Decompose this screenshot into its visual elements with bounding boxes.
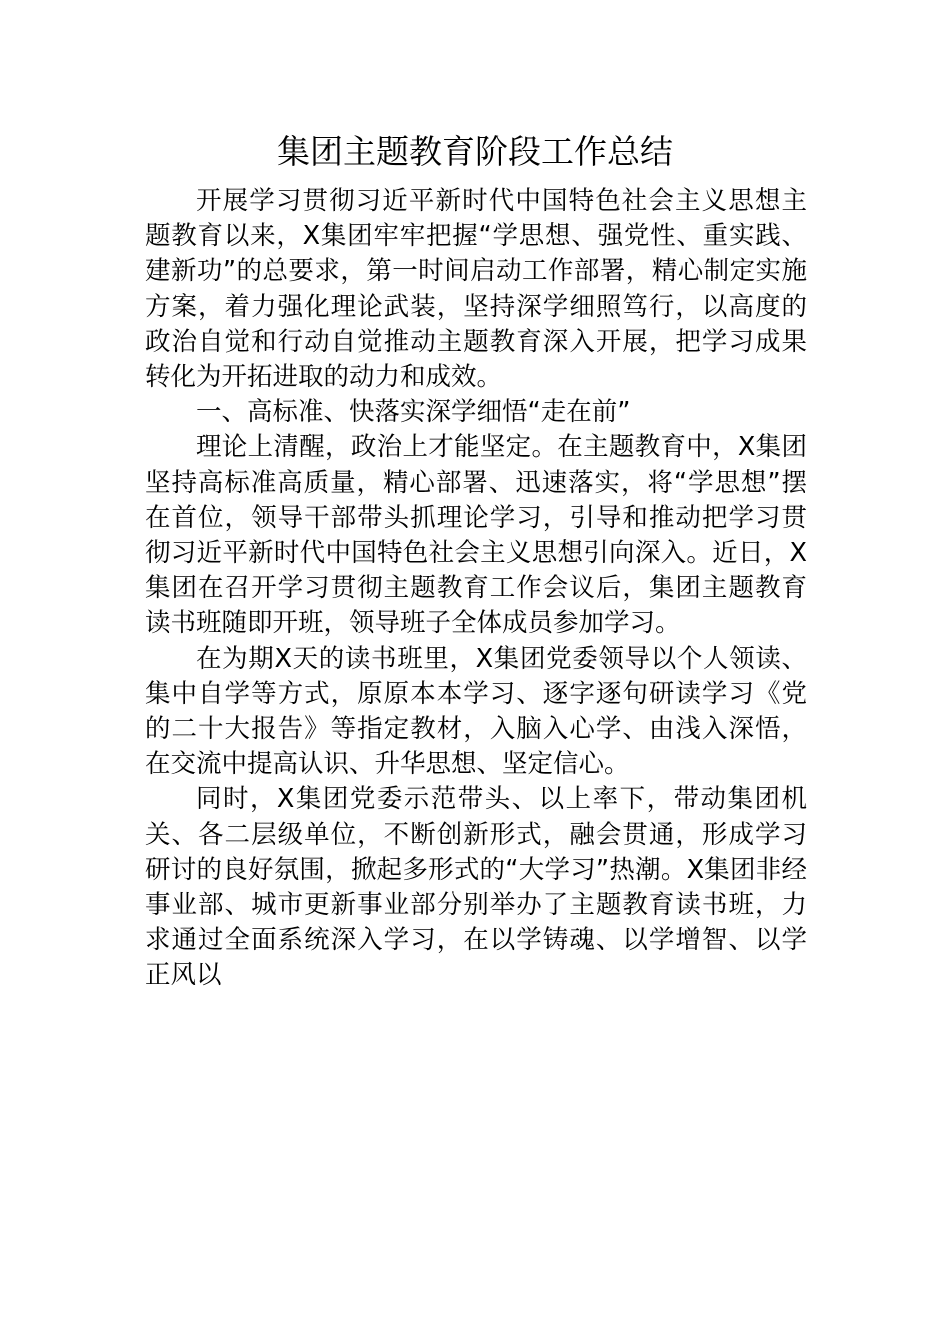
- document-title: 集团主题教育阶段工作总结: [277, 132, 673, 171]
- paragraph-intro: 开展学习贯彻习近平新时代中国特色社会主义思想主题教育以来，X集团牢牢把握“学思想、强党性、重实践、建新功”的总要求，第一时间启动工作部署，精心制定实施方案，着力强化理论武装，坚持深学细照笃行，以高度的政治自觉和行动自觉推动主题教育深入开展，把学习成果转化为开拓进取的动力和成效。: [145, 186, 807, 393]
- section-heading-1: 一、高标准、快落实深学细悟“走在前”: [196, 397, 631, 428]
- document-body: [145, 184, 807, 994]
- paragraph-reading-class: 在为期X天的读书班里，X集团党委领导以个人领读、集中自学等方式，原原本本学习、逐字逐句研读学习《党的二十大报告》等指定教材，入脑入心学、由浅入深悟，在交流中提高认识、升华思想、坚定信心。: [145, 643, 807, 780]
- paragraph-meanwhile: 同时，X集团党委示范带头、以上率下，带动集团机关、各二层级单位，不断创新形式，融会贯通，形成学习研讨的良好氛围，掀起多形式的“大学习”热潮。X集团非经事业部、城市更新事业部分别举办了主题教育读书班，力求通过全面系统深入学习，在以学铸魂、以学增智、以学正风以: [145, 784, 807, 991]
- paragraph-theory: 理论上清醒，政治上才能坚定。在主题教育中，X集团坚持高标准高质量，精心部署、迅速落实，将“学思想”摆在首位，领导干部带头抓理论学习，引导和推动把学习贯彻习近平新时代中国特色社会主义思想引向深入。近日，X集团在召开学习贯彻主题教育工作会议后，集团主题教育读书班随即开班，领导班子全体成员参加学习。: [145, 432, 807, 639]
